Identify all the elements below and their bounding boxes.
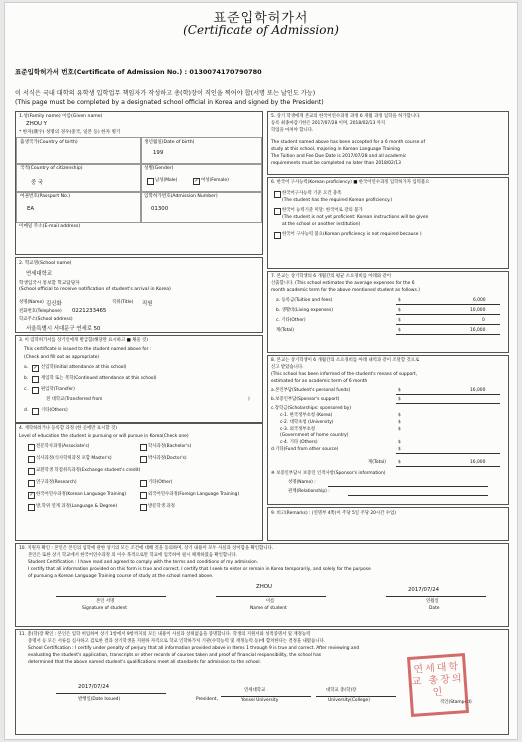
remarks-text: 9. 비고(Remarks) : (연명부 4쪽)이 주당 5일 주당 20시간 수업) <box>271 511 396 516</box>
other-fund-currency: $ <box>398 447 401 452</box>
scholarship-univ-label: c-2. 대학초청 (University) <box>280 420 334 425</box>
admission-number-cell <box>140 191 262 223</box>
sponsor-support-label: b.보증인부담(Sponsor's support) <box>271 397 340 402</box>
sponsor-relationship-label: 관계(Relationship) : <box>288 489 330 494</box>
scholarship-foreign-en: (Government of home country) <box>280 433 349 438</box>
scholarship-foreign-currency: $ <box>398 427 401 432</box>
university-president-label-ko: 대학교 총(학)장 <box>326 688 357 693</box>
certificate-number-label: 표준입학허가서 번호(Certificate of Admission No.) : <box>15 68 190 76</box>
initial-attendance-label: 신입학(Initial attendance at this school) <box>41 365 127 370</box>
sec8-line4: estimated for an academic term of 6 month <box>271 379 368 384</box>
scholarship-others-label: c-4. 기타 (Others) <box>280 440 318 445</box>
school-name-value: 연세대학교 <box>26 271 53 277</box>
scholarship-korea-label: c-1. 한국정부초청 (Korea) <box>280 413 333 418</box>
gender-male-checkbox[interactable] <box>147 178 154 185</box>
not-proficient-checkbox[interactable] <box>274 208 281 215</box>
sec6-title: 6. 한국어 구사능력(Korean proficiency) ■ 한국어연수과정 입학허가자 입력불요 <box>271 180 430 185</box>
citizenship-cell <box>16 163 142 193</box>
remarks-section <box>267 507 509 541</box>
korean-training-checkbox[interactable]: ✓ <box>29 492 34 498</box>
expense-total-label: 계(Total) <box>276 328 294 333</box>
signature-label-ko: 본인 서명 <box>96 599 115 604</box>
sponsor-info-label: ※ 보증인부담시 보증인 인적사항(Sponsor's information) <box>271 471 386 476</box>
sec11-line2: 증명서 등 모든 서류를 심사하고 검토한 결과 상기학생을 지원하 자격으로 학교 인학하가처 기관(수학능력 및 재정능력 등)에 합치한다는 결정을 내렸습니다. <box>28 639 326 644</box>
certificate-number <box>15 67 262 76</box>
dob-value: 199 <box>153 150 164 156</box>
certificate-page <box>4 2 518 740</box>
visiting-student-checkbox[interactable] <box>140 504 147 511</box>
sec11-line4: evaluating the student's application, transcripts or other records of courses taken and proof of financial responsibility, the school has <box>28 653 322 658</box>
scholarship-others-currency: $ <box>398 440 401 445</box>
estimated-expenses-section <box>267 271 509 353</box>
title-english: (Certificate of Admission) <box>183 23 339 37</box>
doctors-checkbox[interactable] <box>140 456 147 463</box>
official-title-value: 직원 <box>142 301 153 307</box>
expense-total-value: 16,000 <box>470 328 486 333</box>
living-value: 10,000 <box>470 308 486 313</box>
transfer-from-label: 전 대학교(Transferred from <box>46 397 103 402</box>
proficient-label-en: (The student has the required Korean proficiency.) <box>282 198 393 203</box>
sec5-line2: 등록 최종마감기한은 2017/07/28 이며, 2018/02/13 까지 <box>271 121 386 126</box>
other-expense-value: 0 <box>482 318 485 323</box>
sec8-line2: 신고 받았습니다. <box>271 365 304 370</box>
language-degree-checkbox[interactable] <box>28 504 35 511</box>
living-currency: $ <box>398 308 401 313</box>
personal-funds-label: a.본인부담(Student's personal funds) <box>271 388 351 393</box>
personal-funds-currency: $ <box>398 388 401 393</box>
issue-date-label: 발행일(Date Issued) <box>78 697 121 702</box>
sec5-line3: 학업을 마쳐야 합니다. <box>271 128 314 133</box>
intro-line-ko: 이 서식은 국내 대학의 유학생 입학업무 책임자가 작성하고 총(학)장이 직인을 찍어야 합(서명 또는 날인도 가능) <box>15 90 316 97</box>
scholarship-univ-currency: $ <box>398 420 401 425</box>
chinese-name-note: * 한자(漢字) 성명의 경우(중국, 일본 등) 한자 병기 <box>19 130 121 135</box>
student-certification-section <box>15 543 509 627</box>
means-of-support-section <box>267 355 509 505</box>
gender-female-label: 여성(Female) <box>201 178 229 183</box>
official-title-label: 직위(Title) <box>112 300 134 305</box>
other-level-label: 기타(Other) <box>148 480 173 485</box>
gender-cell <box>140 163 262 193</box>
student-name-signed: ZHOU <box>256 584 272 590</box>
transfer-checkbox[interactable] <box>32 387 39 394</box>
associates-label: 전문학사과정(Associate's) <box>36 444 90 449</box>
other-level-checkbox[interactable] <box>140 480 147 487</box>
foreign-training-label: 외국어연수과정(Foreign Language Training) <box>148 492 240 497</box>
sec3-sub1: This certificate is issued to the student named above for : <box>24 347 152 352</box>
issuance-purpose-section: 3. 이 입학허가서를 상기인에게 발급함(해당란 표시하고 ■ 채울 것) This certificate is issued to the student named above for : (Check and fill out as appropriate) a. ✓ 신입학(Initial attendance at this school) b. 재입학 또는 복학(Continued attendance at this school) c. 편입학(Transfer) 전 대학교(Transferred from ) d. 기타(Others) <box>15 335 263 423</box>
bachelors-label: 학사과정(Bachelor's) <box>148 444 192 449</box>
not-proficient-en1: (The student is not yet proficient: Korean instructions will be given <box>282 215 429 220</box>
not-required-label: 한국어 구사능력 불요(Korean proficiency is not required because ) <box>282 232 422 237</box>
sec11-line5: determined that the above named student's qualifications meet all standards for admission to the school. <box>28 660 261 665</box>
intro-text <box>15 89 510 107</box>
official-name-value: 김신화 <box>46 301 62 307</box>
student-sign-date: 2017/07/24 <box>408 587 440 593</box>
research-checkbox[interactable] <box>28 480 35 487</box>
transfer-label: 편입학(Transfer) <box>41 387 75 392</box>
sec3-title: 3. 이 입학허가서를 상기인에게 발급함(해당란 표시하고 ■ 채울 것) <box>19 338 148 343</box>
research-label: 연구과정(Research) <box>36 480 77 485</box>
date-label-en: Date <box>429 606 440 611</box>
school-info-section <box>15 257 263 333</box>
support-total-value: 16,000 <box>470 460 486 465</box>
support-total-currency: $ <box>398 460 401 465</box>
education-level-section <box>15 423 263 541</box>
sec10-line1: 10. 지원자 확인 : 본인은 본인의 입학에 관한 상기의 모든 조건에 대해 것을 동의하며, 상기 내용이 모두 사실과 상이함을 확인합니다. <box>19 546 274 551</box>
sec5-en3: The Tuition and Fee Due Date is 2017/07/28 and all academic <box>271 154 407 159</box>
school-official-label: 학생입국시 통보할 학교담당자 <box>19 281 80 286</box>
admission-period-section <box>267 111 509 175</box>
school-name-label: 2. 학교명(School name) <box>19 261 72 266</box>
masters-checkbox[interactable] <box>28 456 35 463</box>
tuition-label: a. 등록금(Tuition and fees) <box>276 298 333 303</box>
korean-training-label: 한국어연수과정(Korean Language Training) <box>36 492 127 497</box>
sponsor-support-currency: $ <box>398 397 401 402</box>
citizenship-label: 국적(Country of citizenship) <box>20 166 83 171</box>
official-name-label: 성명(Name) <box>19 300 44 305</box>
admission-number-label: 입학허가번호(Admission Number) <box>144 194 218 199</box>
date-label-ko: 연월일 <box>426 599 439 604</box>
exchange-label: 교환학생 학점취득과정(Exchange student's credit) <box>36 468 141 473</box>
other-fund-label: d.기타(Fund from other source) <box>271 447 339 452</box>
sec5-en2: study at this school, majoring in Korean Language Training <box>271 147 400 152</box>
masters-label: 석사과정(석사학위과정 포함 Master's) <box>36 456 112 461</box>
sec10-line4: I certify that all information provided on this form is true and correct. I certify that I seek to enter or remain in Korea temporarily, and solely for the purpose <box>28 567 371 572</box>
others-label: 기타(Others) <box>41 408 68 413</box>
sec7-line1: 7. 본교는 상기학생의 6 개월간의 평균 소요경비를 아래와 같이 <box>271 274 391 279</box>
gender-male-label: 남성(Male) <box>155 178 178 183</box>
student-name-label-en: Name of student <box>250 606 287 611</box>
tuition-currency: $ <box>398 298 401 303</box>
sec8-line1: 8. 본교는 상기학생이 6 개월간의 소요경비를 아래 내역과 같이 조달할 것으로 <box>271 358 420 363</box>
bachelors-checkbox[interactable] <box>140 444 147 451</box>
sec11-line1: 11. 총(학)장 확인 : 본인은 입학 허입하여 상기 1항에서 9항까지의 모든 내용이 사실과 상위없음을 증명합니다. 학생의 지원서와 성적증명서 및 재정능력 <box>19 632 311 637</box>
student-name-label: 1.성(Family name) 이름(Given name) <box>19 114 103 119</box>
continued-attendance-label: 재입학 또는 복학(Continued attendance at this school) <box>41 376 157 381</box>
university-president-label-en: University(College) <box>328 698 370 703</box>
sec10-line2: 본인은 또한 상기 학교에서 한국어연수과정 의 이수 목적으로만 학교에 입국하여 필시 체재하였음 확인합니다. <box>28 553 238 558</box>
school-official-label-en: (School official to receive notification of student's arrival in Korea) <box>19 287 171 292</box>
email-label: 이메일 주소(E-mail address) <box>19 224 81 229</box>
sec10-line5: of pursuing a Korean Language Training course of study at the school named above. <box>28 574 214 579</box>
gender-label: 성별(Gender) <box>144 166 174 171</box>
university-name-en: Yonsei University <box>241 698 279 703</box>
certificate-number-value: 0130074170790780 <box>189 68 262 76</box>
other-expense-label: c. 기타(Other) <box>276 318 306 323</box>
doctors-label: 박사과정(Doctor's) <box>148 456 187 461</box>
issue-date-value: 2017/07/24 <box>78 684 110 690</box>
school-address-label: 학교주소(School address) <box>19 317 73 322</box>
sec5-en1: The student named above has been accepted for a 6 month course of <box>271 140 426 145</box>
sec5-en4: requirements must be completed no later than 2018/02/13 <box>271 161 401 166</box>
president-label: President, <box>196 697 218 702</box>
sec4-sub: Level of education the student is pursuing or will pursue in Korea(Check one) <box>19 434 189 439</box>
telephone-label: 전화번호(Telephone) <box>19 309 62 314</box>
dob-label: 생년월일(Date of birth) <box>144 140 195 145</box>
exchange-checkbox[interactable] <box>28 468 35 475</box>
stamp-label: 직인(Stamped) <box>440 700 472 705</box>
school-address-value: 서울특별시 서대문구 연세로 50 <box>26 326 101 332</box>
passport-cell <box>16 191 142 223</box>
proficient-checkbox[interactable] <box>274 191 281 198</box>
sec10-line3: Student Certification : I have read and agreed to comply with the terms and conditions of my admission. <box>28 560 259 565</box>
not-required-checkbox[interactable] <box>274 232 281 239</box>
foreign-training-checkbox[interactable] <box>140 492 147 499</box>
visiting-student-label: 방문학생 과정 <box>148 504 175 509</box>
tuition-value: 6,000 <box>473 298 486 303</box>
not-proficient-label: 한국어 능력기준 미달: 한국어로 강의 불가 <box>282 208 363 213</box>
sec8-line3: (This school has been informed of the student's means of support, <box>271 372 418 377</box>
student-info-section <box>15 111 263 255</box>
others-checkbox[interactable] <box>32 408 39 415</box>
signature-label-en: Signature of student <box>82 606 127 611</box>
other-expense-currency: $ <box>398 318 401 323</box>
citizenship-value: 중 국 <box>31 180 44 186</box>
telephone-value: 0221233465 <box>72 308 107 314</box>
continued-attendance-checkbox[interactable] <box>32 376 39 383</box>
sec4-title: 4. 재학하려거나 등록할 과정 (한 곳에만 표시할 것) <box>19 426 117 431</box>
sec3-sub2: (Check and fill out as appropriate) <box>24 355 100 360</box>
living-label: b. 생활비(Living expenses) <box>276 308 333 313</box>
passport-label: 여권번호(Passport No.) <box>20 194 71 199</box>
university-seal-stamp: 연세대학교 총장의인 <box>407 653 469 717</box>
admission-number-value: 01300 <box>151 206 169 212</box>
sec5-line1: 5. 상기 학생에게 본교의 한국어연수과정 과정 6 개월 과정 입학을 허가합니다. <box>271 114 421 119</box>
birth-country-label: 출생국가(Country of birth) <box>20 140 78 145</box>
sec7-line3: month academic term for the above mentioned student as follows.) <box>271 288 420 293</box>
sponsor-name-label: 성명(Name) : <box>288 480 316 485</box>
sec7-line2: 산출합니다. (This school estimates the average expenses for the 6 <box>271 281 415 286</box>
title-korean: 표준입학허가서 <box>213 11 309 26</box>
expense-total-currency: $ <box>398 328 401 333</box>
sec11-line3: School Certification : I certify under penalty of perjury that all information provided above in Items 1 through 9 is true and correct. After reviewing and <box>28 646 360 651</box>
korean-proficiency-section <box>267 177 509 269</box>
proficient-label: 한국어구사능력 기준 요건 충족 <box>282 191 342 196</box>
intro-line-en: (This page must be completed by a designated school official in Korea and signed by the President) <box>15 99 324 106</box>
not-proficient-en2: at the school or another institution) <box>282 222 361 227</box>
student-name-value: ZHOU Y <box>26 121 47 127</box>
personal-funds-value: 16,000 <box>470 388 486 393</box>
associates-checkbox[interactable] <box>28 444 35 451</box>
student-name-label-ko: 이름 <box>266 599 275 604</box>
scholarship-korea-currency: $ <box>398 413 401 418</box>
scholarship-label: c.장학금(Scholarships: sponsored by) <box>271 406 352 411</box>
passport-value: EA <box>27 206 35 212</box>
initial-attendance-checkbox[interactable]: ✓ <box>33 365 38 371</box>
dob-cell <box>140 137 262 165</box>
scholarship-foreign-label: c-3. 외국정부초청 <box>280 427 316 432</box>
gender-female-checkbox[interactable]: ✓ <box>194 178 199 184</box>
university-name-ko: 연세대학교 <box>244 688 266 693</box>
support-total-label: 계(Total) <box>368 460 386 465</box>
language-degree-label: 방,학위 연계 과정(Language & Degree) <box>36 504 118 509</box>
birth-country-cell <box>16 137 142 165</box>
